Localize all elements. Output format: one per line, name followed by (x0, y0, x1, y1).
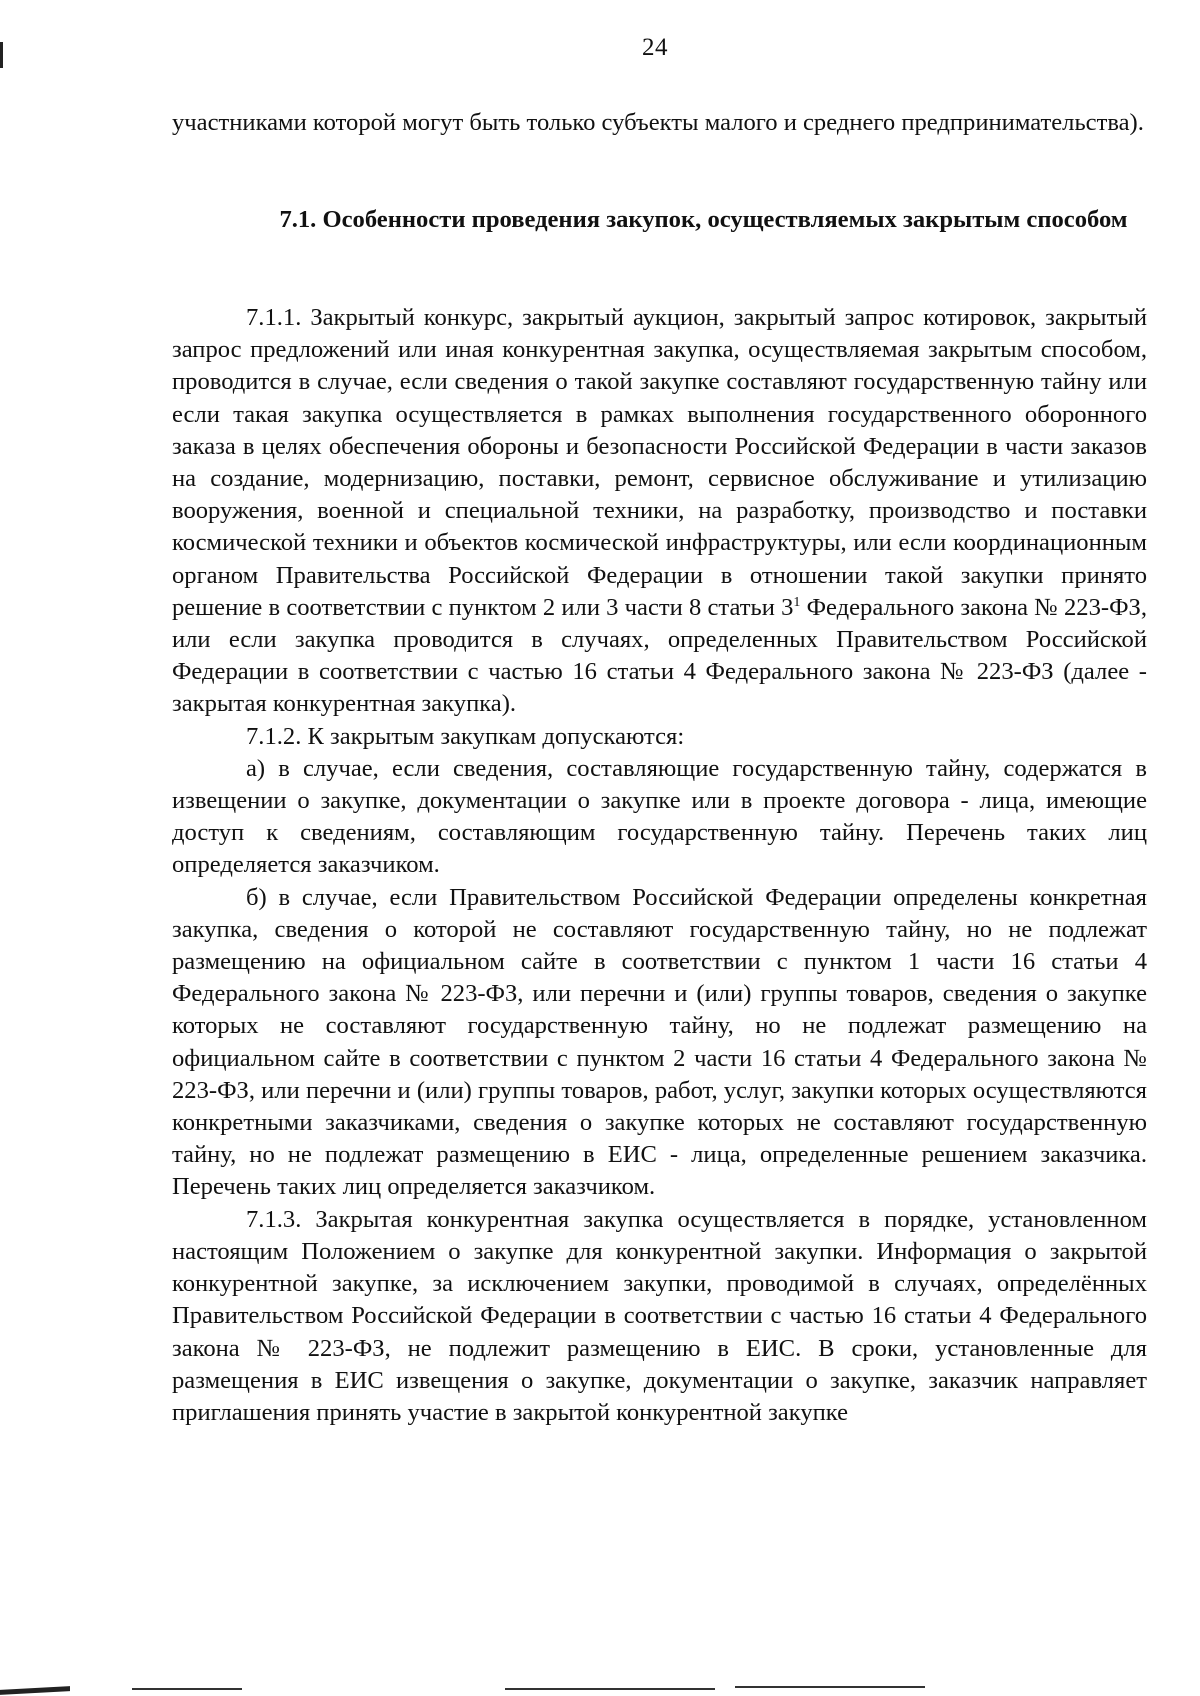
paragraph-7-1-2: 7.1.2. К закрытым закупкам допускаются: (246, 722, 685, 750)
footer-rule-middle (505, 1688, 715, 1690)
scan-corner-mark (0, 1686, 70, 1695)
page-number: 24 (642, 34, 668, 61)
footer-rule-right (735, 1686, 925, 1688)
paragraph-7-1-3: 7.1.3. Закрытая конкурентная закупка осуществляется в порядке, установленном настоящим Положением о закупке для конкурентной закупки. Информация о закрытой конкурентной закупке, за исключением закупки, проводимой в случаях, определённых Правительством Российской Федерации в соответствии с частью 16 статьи 4 Федерального закона № 223-ФЗ, не подлежит размещению в ЕИС. В сроки, установленные для размещения в ЕИС извещения о закупке, документации о закупке, заказчик направляет приглашения принять участие в закрытой конкурентной закупке (172, 1205, 1147, 1426)
lead-paragraph: участниками которой могут быть только субъекты малого и среднего предпринимательства). (172, 109, 1144, 136)
section-heading: 7.1. Особенности проведения закупок, осуществляемых закрытым способом (279, 206, 1128, 233)
paragraph-item-a: а) в случае, если сведения, составляющие государственную тайну, содержатся в извещении о закупке, документации о закупке или в проекте договора - лица, имеющие доступ к сведениям, составляющим государственную тайну. Перечень таких лиц определяется заказчиком. (172, 754, 1147, 879)
paragraph-7-1-1 (172, 302, 1147, 721)
paragraph-7-1-1-text: 7.1.1. Закрытый конкурс, закрытый аукцион, закрытый запрос котировок, закрытый запрос предложений или иная конкурентная закупка, осуществляемая закрытым способом, проводится в случае, если сведения о такой закупке составляют государственную тайну или если такая закупка осуществляется в рамках выполнения государственного оборонного заказа в целях обеспечения обороны и безопасности Российской Федерации в части заказов на создание, модернизацию, поставки, ремонт, сервисное обслуживание и утилизацию вооружения, военной и специальной техники, на разработку, производство и поставки космической техники и объектов космической инфраструктуры, или если координационным органом Правительства Российской Федерации в отношении такой закупки принято решение в соответствии с пунктом 2 или 3 части 8 статьи 3 (172, 304, 1147, 621)
paragraph-item-b: б) в случае, если Правительством Российской Федерации определены конкретная закупка, сведения о которой не составляют государственную тайну, но не подлежат размещению на официальном сайте в соответствии с пунктом 1 части 16 статьи 4 Федерального закона № 223-ФЗ, или перечни и (или) группы товаров, сведения о закупке которых не составляют государственную тайну, но не подлежат размещению на официальном сайте в соответствии с пунктом 2 части 16 статьи 4 Федерального закона № 223-ФЗ, или перечни и (или) группы товаров, работ, услуг, закупки которых осуществляются конкретными заказчиками, сведения о закупке которых не составляют государственную тайну, но не подлежат размещению в ЕИС - лица, определенные решением заказчика. Перечень таких лиц определяется заказчиком. (172, 883, 1147, 1201)
section-body (172, 302, 1147, 1429)
superscript-note: 1 (793, 594, 801, 610)
paragraph-7-1-1-continuation: Федерального закона № 223-ФЗ, или если закупка проводится в случаях, определенных Правительством Российской Федерации в соответствии с частью 16 статьи 4 Федерального закона № 223-ФЗ (далее - закрытая конкурентная закупка). (172, 593, 1147, 718)
footer-rule-left (132, 1688, 242, 1690)
